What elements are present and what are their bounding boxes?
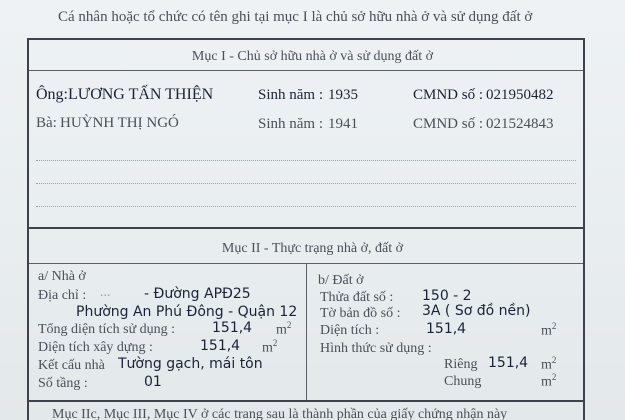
floors-label: Số tầng : [38, 376, 88, 391]
private-unit: $m^2$ [541, 355, 557, 373]
address-line2: Phường An Phú Đông - Quận 12 [76, 304, 298, 320]
frame-right [583, 38, 585, 420]
column-divider [306, 264, 307, 400]
floors-value: 01 [144, 374, 162, 390]
private-label: Riêng [444, 357, 478, 372]
section-bottom-rule [27, 400, 585, 402]
house-heading: a/ Nhà ở [38, 269, 86, 284]
construction-area-value: 151,4 [200, 338, 241, 354]
private-value: 151,4 [488, 355, 529, 371]
address-line1: - Đường APĐ25 [144, 286, 251, 302]
total-area-value: 151,4 [212, 320, 253, 336]
frame-left [27, 38, 29, 420]
address-prefix: ... [100, 285, 111, 300]
section2-title: Mục II - Thực trạng nhà ở, đất ở [221, 241, 404, 256]
owner1-prefix: Ông: [36, 86, 68, 103]
land-area-value: 151,4 [426, 321, 467, 337]
frame-top [27, 38, 585, 40]
header-note: Cá nhân hoặc tổ chức có tên ghi tại mục I là chủ sở hữu nhà ở và sử dụng đất ở [58, 9, 533, 25]
owner1-id-label: CMND số : [413, 87, 484, 103]
construction-area-unit: $m^2$ [262, 338, 278, 356]
owner2-birth-year: 1941 [328, 116, 358, 132]
section1-title: Mục I - Chủ sở hữu nhà ở và sử dụng đất ở [191, 49, 434, 64]
blank-line [36, 183, 576, 184]
owner1-name: LƯƠNG TẤN THIỆN [68, 86, 214, 103]
usage-form-label: Hình thức sử dụng : [320, 341, 432, 356]
parcel-label: Thửa đất số : [320, 290, 394, 305]
construction-area-label: Diện tích xây dựng : [38, 340, 153, 355]
owner2-id-label: CMND số : [413, 116, 484, 132]
section1-rule [29, 70, 583, 71]
shared-unit: $m^2$ [541, 372, 557, 390]
map-sheet-label: Tờ bản đồ số : [320, 306, 401, 321]
land-heading: b/ Đất ở [318, 273, 364, 288]
parcel-value: 150 - 2 [422, 288, 472, 304]
total-area-unit: $m^2$ [276, 320, 292, 338]
structure-value: Tường gạch, mái tôn [118, 356, 263, 372]
structure-label: Kết cấu nhà [38, 358, 105, 373]
owner2-name: HUỲNH THỊ NGÓ [60, 115, 179, 131]
owner1-birth-year: 1935 [328, 87, 358, 103]
section-divider [27, 227, 585, 229]
land-area-unit: $m^2$ [541, 321, 557, 339]
owner1-birth-label: Sinh năm : [258, 87, 324, 103]
total-area-label: Tổng diện tích sử dụng : [38, 322, 176, 337]
blank-line [36, 160, 576, 161]
land-area-label: Diện tích : [320, 323, 380, 338]
footer-note: Mục IIc, Mục III, Mục IV ở các trang sau là thành phần của giấy chứng nhận này [52, 407, 508, 420]
shared-label: Chung [444, 374, 482, 389]
address-label: Địa chỉ : [38, 288, 87, 303]
owner2-id-number: 021524843 [486, 116, 554, 132]
owner2-birth-label: Sinh năm : [258, 116, 324, 132]
owner1-id-number: 021950482 [486, 87, 554, 103]
blank-line [36, 206, 576, 207]
owner2-prefix: Bà: [36, 115, 57, 131]
map-sheet-value: 3A ( Sơ đồ nền) [422, 303, 531, 319]
